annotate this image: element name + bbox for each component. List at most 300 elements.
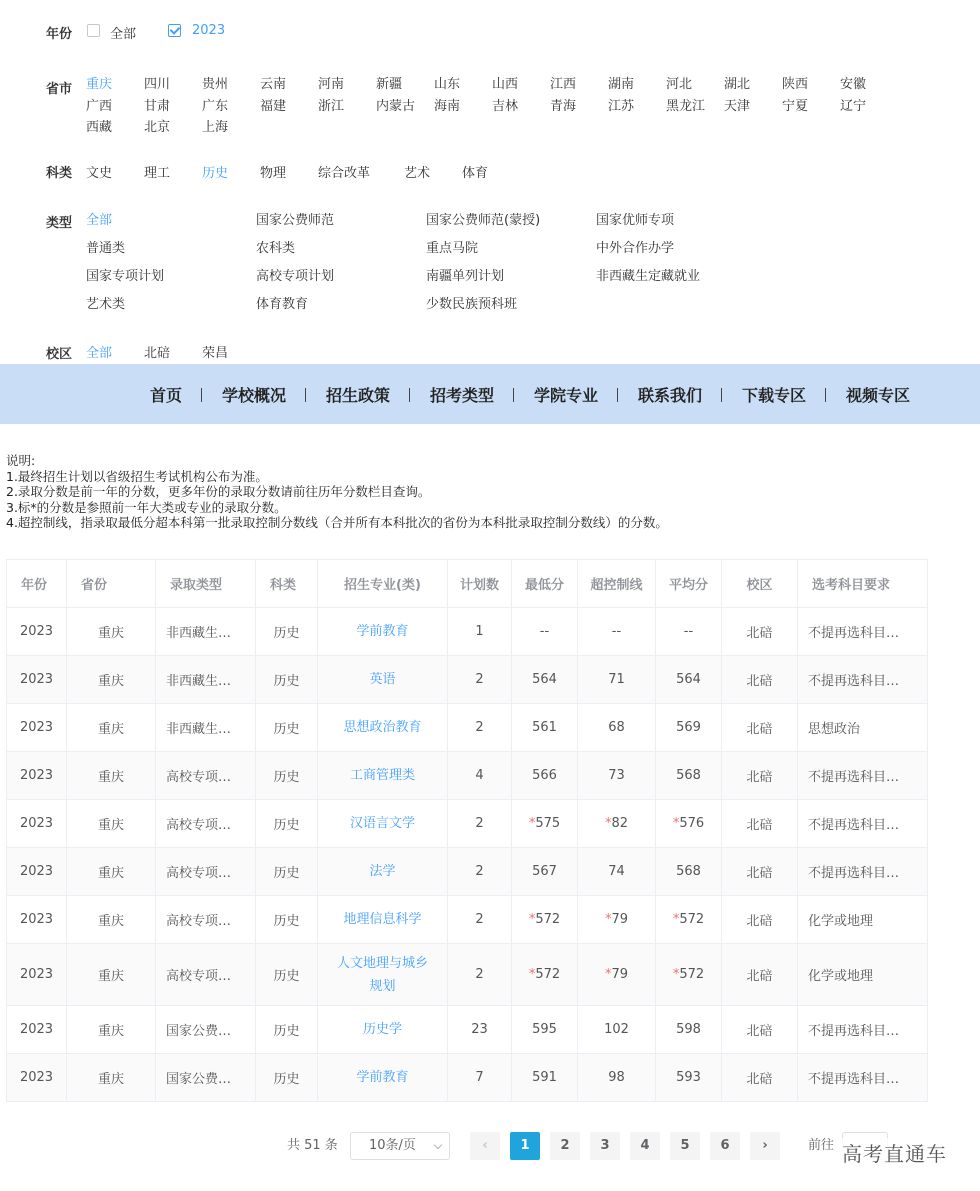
major-link[interactable]: [318, 896, 448, 944]
table-cell: [156, 944, 256, 1006]
cell-value: 68: [608, 720, 625, 735]
cell-value: 566: [532, 768, 557, 783]
cell-value: 法学: [369, 864, 396, 879]
province-option[interactable]: 北京: [144, 120, 171, 135]
province-option[interactable]: 宁夏: [782, 98, 809, 114]
cell-value: 71: [608, 672, 625, 687]
cell-value: 79: [611, 912, 629, 927]
cell-value: 北碚: [746, 1024, 773, 1039]
cell-value: 2: [475, 720, 484, 735]
cell-value: 575: [535, 816, 561, 831]
table-cell: [798, 656, 928, 704]
estimated-marker: *: [604, 816, 612, 831]
province-option[interactable]: 辽宁: [840, 98, 867, 114]
cell-value: 思想政治教育: [343, 720, 422, 735]
table-row: [7, 1006, 928, 1054]
campus-option[interactable]: 北碚: [144, 346, 171, 361]
table-cell: [656, 896, 722, 944]
cell-value: 重庆: [97, 914, 124, 929]
province-option[interactable]: 重庆: [86, 77, 113, 92]
subject-option[interactable]: 理工: [144, 166, 171, 181]
table-cell: [798, 1006, 928, 1054]
table-cell: [722, 896, 798, 944]
type-option[interactable]: 体育教育: [256, 297, 309, 312]
table-cell: [512, 704, 578, 752]
cell-value: 2: [475, 672, 484, 687]
cell-value: 历史: [273, 770, 300, 785]
cell-value: --: [683, 624, 694, 639]
note-line: 2.录取分数是前一年的分数，更多年份的录取分数请前往历年分数栏目查询。: [6, 484, 431, 499]
cell-value: 化学或地理: [808, 969, 874, 984]
cell-value: 2: [475, 816, 484, 831]
major-link[interactable]: [318, 800, 448, 848]
cell-value: 重庆: [97, 969, 124, 984]
notes-block: [6, 453, 668, 531]
table-row: [7, 848, 928, 896]
table-cell: [512, 848, 578, 896]
nav-item-4[interactable]: 学院专业: [534, 386, 599, 405]
cell-value: 73: [608, 768, 625, 783]
table-cell: [578, 848, 656, 896]
nav-item-2[interactable]: 招生政策: [326, 386, 391, 405]
cell-value: 568: [676, 864, 701, 879]
table-row: [7, 800, 928, 848]
province-option[interactable]: 吉林: [492, 98, 519, 114]
table-cell: [156, 896, 256, 944]
cell-value: 2023: [19, 720, 54, 735]
province-option[interactable]: 黑龙江: [666, 98, 706, 114]
year-2023-checkbox[interactable]: [168, 24, 181, 37]
cell-value: 高校专项…: [166, 818, 232, 833]
cell-value: 79: [611, 967, 629, 982]
table-cell: [67, 896, 156, 944]
cell-value: 2023: [19, 1070, 54, 1085]
subject-option[interactable]: 文史: [86, 166, 113, 181]
table-cell: [67, 800, 156, 848]
province-option[interactable]: 河北: [666, 77, 693, 92]
page-size-select[interactable]: [350, 1132, 450, 1160]
table-cell: [67, 752, 156, 800]
cell-value: 历史: [273, 674, 300, 689]
table-cell: [656, 944, 722, 1006]
table-cell: [722, 704, 798, 752]
cell-value: 7: [475, 1070, 484, 1085]
cell-value: 2023: [19, 1022, 54, 1037]
type-option[interactable]: 少数民族预科班: [426, 297, 518, 312]
province-option[interactable]: 西藏: [86, 120, 113, 135]
table-row: [7, 944, 928, 1006]
province-option[interactable]: 内蒙古: [376, 98, 416, 114]
estimated-marker: *: [528, 816, 536, 831]
type-option[interactable]: 艺术类: [86, 297, 126, 312]
table-cell: [512, 896, 578, 944]
table-row: [7, 752, 928, 800]
cell-value: 北碚: [746, 866, 773, 881]
table-cell: [448, 800, 512, 848]
table-cell: [656, 752, 722, 800]
table-cell: [156, 848, 256, 896]
cell-value: 历史: [273, 1072, 300, 1087]
cell-value: 北碚: [746, 1072, 773, 1087]
column-header: 招生专业(类): [318, 560, 448, 608]
table-cell: [656, 1006, 722, 1054]
cell-value: 英语: [369, 672, 396, 687]
cell-value: 598: [676, 1022, 701, 1037]
table-cell: [7, 656, 67, 704]
cell-value: 历史学: [362, 1022, 402, 1037]
table-body: [7, 608, 928, 1102]
table-cell: [7, 944, 67, 1006]
cell-value: 不提再选科目…: [808, 1024, 900, 1039]
table-cell: [798, 944, 928, 1006]
province-option[interactable]: 广东: [202, 98, 229, 114]
table-cell: [256, 656, 318, 704]
campus-option[interactable]: 荣昌: [202, 346, 229, 361]
table-cell: [578, 608, 656, 656]
cell-value: 576: [679, 816, 705, 831]
cell-value: 思想政治: [808, 722, 861, 737]
table-cell: [798, 1054, 928, 1102]
nav-separator: [201, 388, 202, 402]
cell-value: 历史: [273, 818, 300, 833]
province-option[interactable]: 青海: [550, 98, 577, 114]
cell-value: 2: [475, 864, 484, 879]
table-cell: [722, 1054, 798, 1102]
cell-value: 564: [532, 672, 557, 687]
pager-page-button[interactable]: 2: [550, 1132, 580, 1160]
cell-value: 1: [475, 624, 484, 639]
nav-item-1[interactable]: 学校概况: [222, 386, 287, 405]
cell-value: 不提再选科目…: [808, 1072, 900, 1087]
pager-page-button[interactable]: 6: [710, 1132, 740, 1160]
table-cell: [578, 1006, 656, 1054]
cell-value: 历史: [273, 1024, 300, 1039]
table-cell: [256, 800, 318, 848]
province-option[interactable]: 云南: [260, 77, 287, 92]
cell-value: 572: [679, 912, 705, 927]
type-option[interactable]: 中外合作办学: [596, 241, 675, 256]
table-cell: [256, 848, 318, 896]
estimated-marker: *: [604, 912, 612, 927]
year-option-2023[interactable]: 2023: [192, 23, 226, 38]
nav-item-0[interactable]: 首页: [150, 386, 183, 405]
nav-separator: [513, 388, 514, 402]
province-option[interactable]: 安徽: [840, 77, 867, 92]
cell-value: 非西藏生…: [166, 626, 232, 641]
nav-separator: [721, 388, 722, 402]
estimated-marker: *: [672, 967, 680, 982]
province-option[interactable]: 贵州: [202, 77, 229, 92]
estimated-marker: *: [672, 912, 680, 927]
pager-page-button[interactable]: 5: [670, 1132, 700, 1160]
table-cell: [156, 1006, 256, 1054]
nav-separator: [305, 388, 306, 402]
table-cell: [67, 656, 156, 704]
cell-value: 74: [608, 864, 625, 879]
table-cell: [722, 752, 798, 800]
table-cell: [722, 1006, 798, 1054]
cell-value: 北碚: [746, 914, 773, 929]
subject-option[interactable]: 艺术: [404, 166, 431, 181]
cell-value: 北碚: [746, 674, 773, 689]
major-link[interactable]: [318, 704, 448, 752]
type-option[interactable]: 全部: [86, 213, 113, 228]
table-cell: [578, 896, 656, 944]
cell-value: 568: [676, 768, 701, 783]
type-option[interactable]: 南疆单列计划: [426, 269, 505, 284]
table-cell: [578, 1054, 656, 1102]
cell-value: 591: [532, 1070, 557, 1085]
cell-value: 2: [475, 912, 484, 927]
province-option[interactable]: 江西: [550, 77, 577, 92]
type-option[interactable]: 国家优师专项: [596, 213, 675, 228]
table-cell: [156, 752, 256, 800]
table-cell: [7, 848, 67, 896]
campus-option[interactable]: 全部: [86, 346, 113, 361]
major-link[interactable]: [318, 752, 448, 800]
subject-option[interactable]: 历史: [202, 166, 229, 181]
cell-value: 国家公费…: [166, 1024, 232, 1039]
cell-value: 重庆: [97, 770, 124, 785]
province-option[interactable]: 新疆: [376, 77, 403, 92]
subject-option[interactable]: 综合改革: [318, 166, 371, 181]
filter-label-province: 省市: [46, 82, 73, 97]
table-cell: [512, 656, 578, 704]
table-cell: [156, 656, 256, 704]
major-link[interactable]: [318, 1006, 448, 1054]
pager-goto-label: 前往: [808, 1138, 835, 1153]
filter-label-campus: 校区: [46, 347, 73, 362]
subject-option[interactable]: 物理: [260, 166, 287, 181]
cell-value: 重庆: [97, 1072, 124, 1087]
cell-value: 重庆: [97, 674, 124, 689]
table-cell: [448, 752, 512, 800]
estimated-marker: *: [528, 967, 536, 982]
note-line: 3.标*的分数是参照前一年大类或专业的录取分数。: [6, 499, 287, 515]
cell-value: 561: [532, 720, 557, 735]
major-link[interactable]: [318, 944, 448, 1006]
type-option[interactable]: 普通类: [86, 241, 126, 256]
cell-value: 非西藏生…: [166, 722, 232, 737]
type-option[interactable]: 重点马院: [426, 241, 479, 256]
table-cell: [7, 800, 67, 848]
table-cell: [722, 848, 798, 896]
pager-page-button[interactable]: 3: [590, 1132, 620, 1160]
table-cell: [7, 1054, 67, 1102]
column-header: 计划数: [448, 560, 512, 608]
cell-value: 2023: [19, 624, 54, 639]
estimated-marker: *: [604, 967, 612, 982]
pager-prev-button[interactable]: ‹: [470, 1132, 500, 1160]
cell-value: 不提再选科目…: [808, 818, 900, 833]
note-line: 1.最终招生计划以省级招生考试机构公布为准。: [6, 468, 268, 484]
province-option[interactable]: 四川: [144, 77, 171, 92]
cell-value: 北碚: [746, 818, 773, 833]
nav-item-5[interactable]: 联系我们: [638, 386, 703, 405]
type-option[interactable]: 非西藏生定藏就业: [596, 269, 701, 284]
nav-item-3[interactable]: 招考类型: [430, 386, 495, 405]
cell-value: 历史: [273, 626, 300, 641]
table-cell: [256, 704, 318, 752]
cell-value: 国家公费…: [166, 1072, 232, 1087]
cell-value: 人文地理与城乡规划: [336, 955, 428, 994]
major-link[interactable]: [318, 1054, 448, 1102]
table-cell: [67, 1006, 156, 1054]
table-cell: [156, 1054, 256, 1102]
cell-value: 23: [471, 1022, 488, 1037]
cell-value: 不提再选科目…: [808, 626, 900, 641]
table-cell: [512, 800, 578, 848]
province-option[interactable]: 广西: [86, 98, 113, 114]
table-cell: [67, 1054, 156, 1102]
province-option[interactable]: 山西: [492, 77, 519, 92]
cell-value: 2023: [19, 672, 54, 687]
year-all-checkbox[interactable]: [87, 24, 100, 37]
column-header: 平均分: [656, 560, 722, 608]
table-cell: [7, 896, 67, 944]
cell-value: 595: [532, 1022, 557, 1037]
cell-value: 2023: [19, 967, 54, 982]
type-option[interactable]: 国家公费师范(蒙授): [426, 213, 541, 228]
table-cell: [156, 608, 256, 656]
table-cell: [512, 608, 578, 656]
table-cell: [656, 608, 722, 656]
column-header: 最低分: [512, 560, 578, 608]
nav-separator: [825, 388, 826, 402]
province-option[interactable]: 湖南: [608, 77, 635, 92]
pager-total: 共 51 条: [287, 1138, 338, 1153]
table-cell: [512, 752, 578, 800]
table-cell: [448, 608, 512, 656]
nav-separator: [409, 388, 410, 402]
cell-value: 重庆: [97, 722, 124, 737]
column-header: 年份: [7, 560, 67, 608]
cell-value: 高校专项…: [166, 770, 232, 785]
province-option[interactable]: 湖北: [724, 77, 751, 92]
cell-value: 地理信息科学: [343, 912, 422, 927]
cell-value: 572: [535, 967, 561, 982]
province-option[interactable]: 江苏: [608, 98, 635, 114]
cell-value: 102: [604, 1022, 629, 1037]
filter-label-subject: 科类: [46, 166, 73, 181]
table-cell: [798, 608, 928, 656]
column-header: 录取类型: [156, 560, 256, 608]
province-option[interactable]: 陕西: [782, 77, 809, 92]
major-link[interactable]: [318, 608, 448, 656]
cell-value: 北碚: [746, 626, 773, 641]
table-cell: [256, 1006, 318, 1054]
nav-separator: [617, 388, 618, 402]
estimated-marker: *: [672, 816, 680, 831]
pager-page-button[interactable]: 4: [630, 1132, 660, 1160]
province-option[interactable]: 海南: [434, 98, 461, 114]
table-cell: [798, 848, 928, 896]
cell-value: 高校专项…: [166, 866, 232, 881]
table-cell: [448, 656, 512, 704]
note-line: 4.超控制线，指录取最低分超本科第一批录取控制分数线（合并所有本科批次的省份为本科批录取控制分数线）的分数。: [6, 515, 668, 530]
province-option[interactable]: 浙江: [318, 98, 345, 114]
cell-value: 2023: [19, 912, 54, 927]
chevron-down-icon: [434, 1141, 442, 1149]
cell-value: 工商管理类: [349, 768, 415, 783]
cell-value: 学前教育: [356, 1070, 409, 1085]
nav-item-6[interactable]: 下载专区: [742, 386, 807, 405]
cell-value: 567: [532, 864, 557, 879]
cell-value: 2023: [19, 816, 54, 831]
table-cell: [512, 944, 578, 1006]
subject-option[interactable]: 体育: [462, 166, 489, 181]
note-line: 说明:: [6, 453, 36, 468]
province-option[interactable]: 福建: [260, 98, 287, 114]
cell-value: 历史: [273, 866, 300, 881]
estimated-marker: *: [528, 912, 536, 927]
table-cell: [67, 944, 156, 1006]
province-option[interactable]: 河南: [318, 77, 345, 92]
table-cell: [578, 656, 656, 704]
table-cell: [512, 1054, 578, 1102]
table-cell: [656, 848, 722, 896]
filter-label-year: 年份: [46, 27, 73, 42]
admission-table: [6, 559, 928, 1102]
table-cell: [656, 656, 722, 704]
cell-value: 北碚: [746, 722, 773, 737]
cell-value: 重庆: [97, 1024, 124, 1039]
province-option[interactable]: 山东: [434, 77, 461, 92]
type-option[interactable]: 国家专项计划: [86, 269, 165, 284]
table-cell: [578, 752, 656, 800]
page-size-value: 10条/页: [369, 1138, 416, 1153]
table-cell: [512, 1006, 578, 1054]
major-link[interactable]: [318, 848, 448, 896]
table-cell: [256, 752, 318, 800]
major-link[interactable]: [318, 656, 448, 704]
pager-next-button[interactable]: ›: [750, 1132, 780, 1160]
table-cell: [448, 848, 512, 896]
cell-value: 569: [676, 720, 701, 735]
pager-page-button[interactable]: 1: [510, 1132, 540, 1160]
cell-value: 北碚: [746, 770, 773, 785]
type-option[interactable]: 国家公费师范: [256, 213, 335, 228]
cell-value: 2023: [19, 768, 54, 783]
cell-value: 历史: [273, 722, 300, 737]
cell-value: 化学或地理: [808, 914, 874, 929]
table-cell: [7, 752, 67, 800]
cell-value: 4: [475, 768, 484, 783]
cell-value: 564: [676, 672, 701, 687]
filter-label-type: 类型: [46, 216, 73, 231]
province-option[interactable]: 上海: [202, 120, 229, 135]
table-cell: [448, 1054, 512, 1102]
year-option-all[interactable]: 全部: [110, 27, 137, 42]
cell-value: 非西藏生…: [166, 674, 232, 689]
cell-value: 82: [611, 816, 629, 831]
province-option[interactable]: 天津: [724, 98, 751, 114]
nav-item-7[interactable]: 视频专区: [846, 386, 911, 405]
cell-value: --: [611, 624, 622, 639]
table-cell: [798, 896, 928, 944]
province-option[interactable]: 甘肃: [144, 98, 171, 114]
cell-value: 重庆: [97, 818, 124, 833]
cell-value: 2023: [19, 864, 54, 879]
table-cell: [798, 752, 928, 800]
type-option[interactable]: 农科类: [256, 241, 296, 256]
table-row: [7, 704, 928, 752]
cell-value: 不提再选科目…: [808, 674, 900, 689]
table-header-row: [7, 560, 928, 608]
table-cell: [656, 1054, 722, 1102]
type-option[interactable]: 高校专项计划: [256, 269, 335, 284]
main-navbar: [0, 364, 980, 424]
